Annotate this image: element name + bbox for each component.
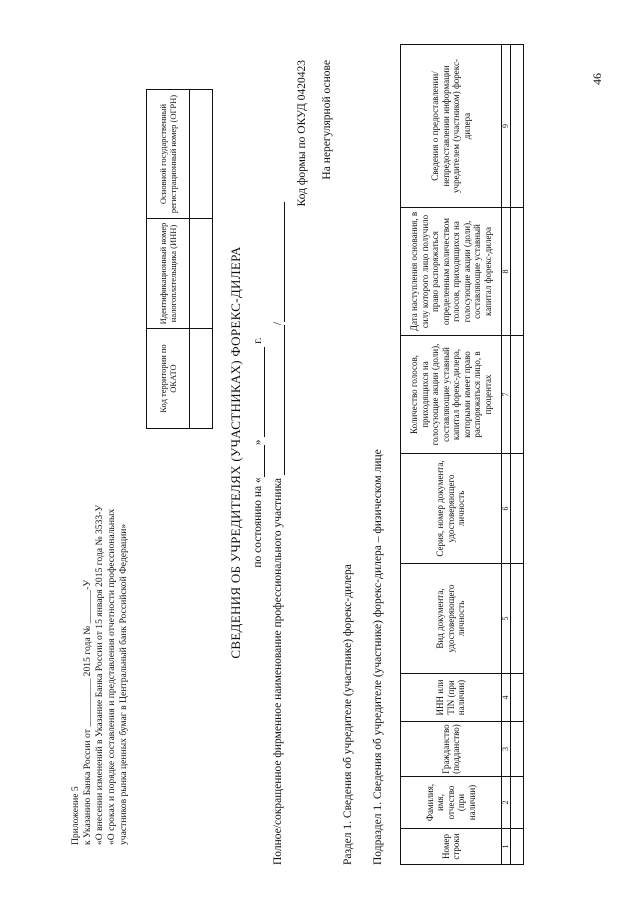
main-table	[400, 44, 524, 865]
data-cell[interactable]	[511, 454, 524, 564]
header-document-number: Серия, номер документа, удостоверяющего личность	[401, 454, 502, 564]
codes-table	[146, 89, 213, 429]
codes-header-inn: Идентификационный номер налогоплательщика (ИНН)	[147, 219, 190, 329]
column-number: 4	[502, 674, 511, 722]
column-number: 3	[502, 722, 511, 777]
full-name-line	[272, 202, 285, 865]
full-name-separator: /	[272, 321, 284, 326]
data-cell[interactable]	[511, 564, 524, 674]
column-number: 8	[502, 208, 511, 336]
as-of-month-field[interactable]	[252, 347, 265, 437]
column-number: 1	[502, 829, 511, 865]
codes-cell-inn[interactable]	[190, 219, 213, 329]
column-number: 5	[502, 564, 511, 674]
codes-header-okato: Код территории по ОКАТО	[147, 329, 190, 429]
appendix-block	[70, 505, 130, 845]
data-cell[interactable]	[511, 208, 524, 336]
full-name-field[interactable]	[272, 325, 285, 475]
page-number: 46	[590, 73, 604, 85]
appendix-line: участников рынка ценных бумаг в Центральный банк Российской Федерации»	[118, 523, 129, 845]
as-of-day-field[interactable]	[252, 445, 265, 477]
appendix-line: «О сроках и порядке составления и представления отчетности профессиональных	[106, 508, 117, 845]
column-number: 6	[502, 454, 511, 564]
subsection-1-title: Подраздел 1. Сведения об учредителе (участнике) форекс-дилера – физическом лице	[372, 449, 384, 865]
as-of-suffix: г.	[252, 337, 264, 344]
as-of-date-line	[252, 0, 265, 905]
data-cell[interactable]	[511, 777, 524, 829]
data-cell[interactable]	[511, 722, 524, 777]
appendix-line: «О внесении изменений в Указание Банка России от 15 января 2015 года № 3533-У	[94, 504, 105, 845]
header-inn-tin: ИНН или TIN (при наличии)	[401, 674, 502, 722]
column-number: 7	[502, 336, 511, 454]
as-of-middle: »	[252, 439, 264, 446]
column-number: 9	[502, 45, 511, 208]
form-title: СВЕДЕНИЯ ОБ УЧРЕДИТЕЛЯХ (УЧАСТНИКАХ) ФОРЕКС-ДИЛЕРА	[228, 246, 243, 659]
short-name-field[interactable]	[272, 202, 285, 322]
appendix-line: к Указанию Банка России от __________ 2015 года № _______-У	[82, 579, 93, 845]
as-of-prefix: по состоянию на «	[252, 477, 264, 568]
codes-cell-ogrn[interactable]	[190, 90, 213, 219]
header-info-provided: Сведения о предоставлении/ непредоставлении информации учредителем (участником) форекс-дилера	[401, 45, 502, 208]
appendix-line: Приложение 5	[70, 786, 81, 845]
okud-code: Код формы по ОКУД 0420423	[296, 60, 308, 207]
data-cell[interactable]	[511, 45, 524, 208]
column-number: 2	[502, 777, 511, 829]
periodicity: На нерегулярной основе	[321, 60, 333, 180]
header-votes-percent: Количество голосов, приходящихся на голосующие акции (доли), составляющие уставный капитал форекс-дилера, которыми имеет право распоряжаться лицо, в процентах	[401, 336, 502, 454]
header-document-type: Вид документа, удостоверяющего личность	[401, 564, 502, 674]
data-cell[interactable]	[511, 829, 524, 865]
header-date-of-right: Дата наступления основания, в силу которого лицо получило право распоряжаться определенным количеством голосов, приходящихся на голосующие акции (доли), составляющие уставный капитал форекс-дилера	[401, 208, 502, 336]
header-full-name: Фамилия, имя, отчество (при наличии)	[401, 777, 502, 829]
full-name-label: Полное/сокращенное фирменное наименование профессионального участника	[272, 477, 284, 865]
data-cell[interactable]	[511, 336, 524, 454]
codes-header-ogrn: Основной государственный регистрационный номер (ОГРН)	[147, 90, 190, 219]
section-1-title: Раздел 1. Сведения об учредителе (участнике) форекс-дилера	[342, 564, 354, 865]
codes-cell-okato[interactable]	[190, 329, 213, 429]
data-cell[interactable]	[511, 674, 524, 722]
header-row-number: Номер строки	[401, 829, 502, 865]
header-citizenship: Гражданство (подданство)	[401, 722, 502, 777]
